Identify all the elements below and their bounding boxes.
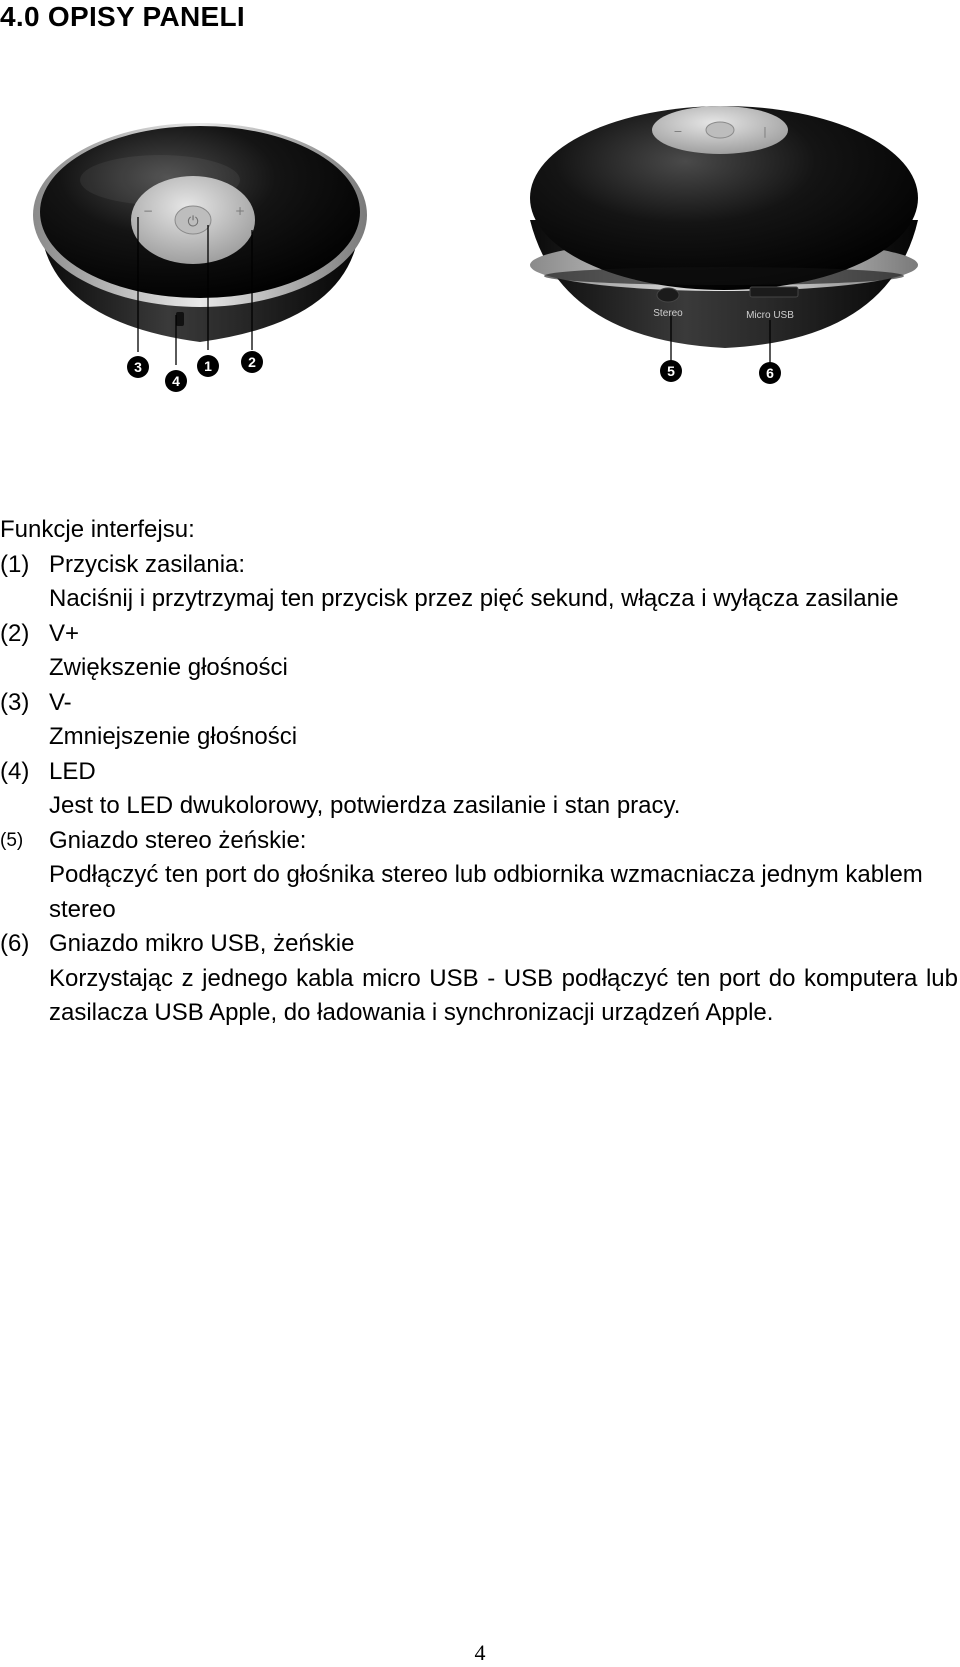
item-number: (2) (0, 619, 30, 647)
item-title: Gniazdo mikro USB, żeńskie (49, 930, 355, 957)
speaker-side-view (530, 106, 918, 364)
svg-text:⏻: ⏻ (187, 214, 199, 230)
svg-text:4: 4 (172, 373, 180, 389)
svg-text:−: − (142, 204, 154, 218)
list-item-led (0, 755, 958, 790)
callout-5 (660, 360, 682, 382)
item-description: Zwiększenie głośności (49, 654, 288, 681)
callout-3 (127, 356, 149, 378)
item-description: Jest to LED dwukolorowy, potwierdza zasilanie i stan pracy. (49, 792, 681, 819)
svg-text:1: 1 (204, 358, 212, 374)
item-description: Naciśnij i przytrzymaj ten przycisk przez pięć sekund, włącza i wyłącza zasilanie (49, 585, 899, 612)
callout-1 (197, 355, 219, 377)
svg-text:5: 5 (667, 363, 675, 379)
item-number: (5) (0, 829, 24, 851)
item-title: Przycisk zasilania: (49, 550, 246, 578)
svg-text:−: − (673, 125, 683, 138)
svg-text:6: 6 (766, 365, 774, 381)
svg-text:3: 3 (134, 359, 142, 375)
interface-functions (0, 513, 958, 1031)
item-title: V- (49, 688, 72, 716)
item-description: Korzystając z jednego kabla micro USB - USB podłączyć ten port do komputera lub zasilacza USB Apple, do ładowania i synchronizacji urządzeń Apple. (49, 964, 958, 1026)
svg-text:2: 2 (248, 354, 256, 370)
callout-4 (165, 370, 187, 392)
speaker-front-view (33, 123, 367, 365)
micro-usb-port-label: Micro USB (746, 310, 794, 321)
item-number: (1) (0, 550, 30, 578)
item-number: (6) (0, 930, 30, 957)
item-description: Zmniejszenie głośności (49, 723, 298, 750)
page-title: 4.0 OPISY PANELI (0, 1, 245, 32)
list-item-micro-usb (0, 927, 958, 962)
item-title: LED (49, 757, 96, 785)
stereo-port-label: Stereo (653, 308, 683, 319)
item-number: (4) (0, 757, 30, 785)
callout-6 (759, 362, 781, 384)
svg-text:|: | (763, 125, 767, 138)
list-item-stereo-jack (0, 824, 958, 859)
item-number: (3) (0, 688, 30, 716)
list-item-volume-up (0, 617, 958, 652)
list-item-volume-down (0, 686, 958, 721)
speaker-panel-figure (0, 80, 960, 420)
item-title: Gniazdo stereo żeńskie: (49, 826, 307, 854)
page-number: 4 (474, 1640, 486, 1665)
intro-text: Funkcje interfejsu: (0, 516, 195, 543)
svg-text:+: + (234, 204, 246, 218)
item-description: Podłączyć ten port do głośnika stereo lub odbiornika wzmacniacza jednym kablem stereo (49, 861, 923, 923)
item-title: V+ (49, 619, 80, 647)
list-item-power-button (0, 548, 958, 583)
callout-2 (241, 351, 263, 373)
